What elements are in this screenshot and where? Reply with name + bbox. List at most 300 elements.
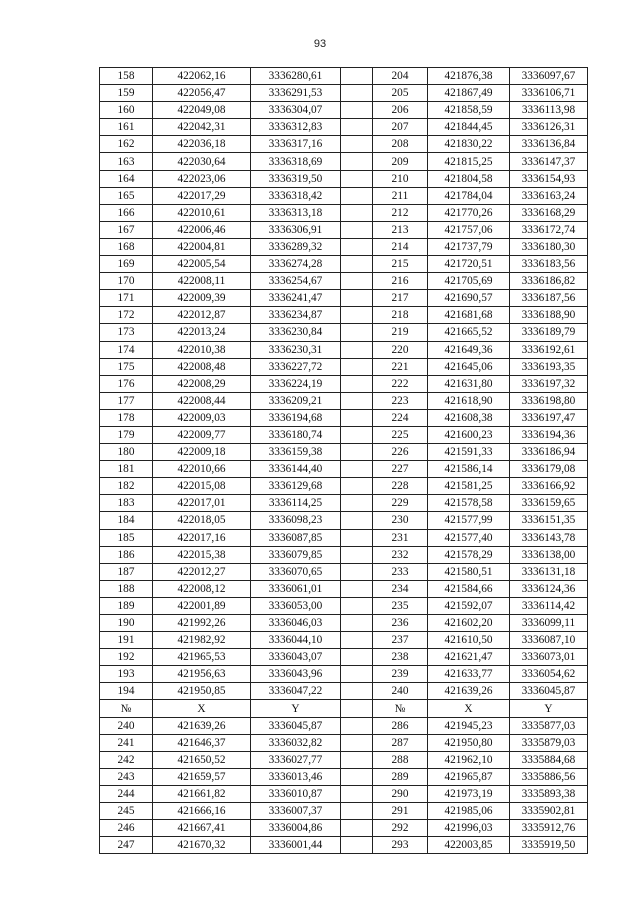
x-coordinate: 421720,51 [428,256,510,273]
point-number: 216 [373,273,428,290]
point-number: 161 [100,119,153,136]
table-row [100,238,588,255]
x-coordinate: 422017,16 [153,529,251,546]
x-coordinate: 421646,37 [153,734,251,751]
y-coordinate: 3335902,81 [510,803,588,820]
point-number: 219 [373,324,428,341]
x-coordinate: 421610,50 [428,632,510,649]
y-coordinate: 3336046,03 [251,615,341,632]
table-row [100,785,588,802]
point-number: 224 [373,409,428,426]
table-row [100,256,588,273]
x-coordinate: 421757,06 [428,221,510,238]
point-number: 162 [100,136,153,153]
point-number: 239 [373,666,428,683]
table-row [100,136,588,153]
point-number: 164 [100,170,153,187]
y-coordinate: 3335886,56 [510,768,588,785]
y-coordinate: 3336318,42 [251,187,341,204]
y-coordinate: 3336194,36 [510,426,588,443]
spacer-cell [341,478,373,495]
x-coordinate: 421992,26 [153,615,251,632]
point-number: 226 [373,444,428,461]
x-coordinate: 421962,10 [428,751,510,768]
x-coordinate: 422015,38 [153,546,251,563]
x-coordinate: 422030,64 [153,153,251,170]
x-coordinate: 422023,06 [153,170,251,187]
x-coordinate: 422017,29 [153,187,251,204]
point-number: 223 [373,392,428,409]
x-coordinate: 421945,23 [428,717,510,734]
point-number: 245 [100,803,153,820]
y-coordinate: 3336126,31 [510,119,588,136]
table-row [100,170,588,187]
point-number: 208 [373,136,428,153]
y-coordinate: 3336159,38 [251,444,341,461]
point-number: 171 [100,290,153,307]
spacer-cell [341,803,373,820]
spacer-cell [341,785,373,802]
y-coordinate: 3336209,21 [251,392,341,409]
point-number: 220 [373,341,428,358]
table-row [100,751,588,768]
y-coordinate: 3336061,01 [251,580,341,597]
point-number: 291 [373,803,428,820]
y-coordinate: 3336131,18 [510,563,588,580]
x-coordinate: 421592,07 [428,597,510,614]
point-number: 213 [373,221,428,238]
x-coordinate: 422003,85 [428,837,510,854]
table-row [100,341,588,358]
x-coordinate: X [153,700,251,717]
x-coordinate: 421670,32 [153,837,251,854]
x-coordinate: 422012,27 [153,563,251,580]
y-coordinate: 3336004,86 [251,820,341,837]
y-coordinate: 3336099,11 [510,615,588,632]
spacer-cell [341,273,373,290]
point-number: 235 [373,597,428,614]
y-coordinate: 3336224,19 [251,375,341,392]
spacer-cell [341,734,373,751]
y-coordinate: 3336313,18 [251,204,341,221]
spacer-cell [341,495,373,512]
point-number: 188 [100,580,153,597]
table-row [100,580,588,597]
x-coordinate: 421602,20 [428,615,510,632]
x-coordinate: 421649,36 [428,341,510,358]
y-coordinate: 3335879,03 [510,734,588,751]
x-coordinate: 421858,59 [428,102,510,119]
spacer-cell [341,700,373,717]
y-coordinate: 3336166,92 [510,478,588,495]
spacer-cell [341,136,373,153]
spacer-cell [341,580,373,597]
point-number: 168 [100,238,153,255]
x-coordinate: 421639,26 [153,717,251,734]
y-coordinate: 3336106,71 [510,85,588,102]
x-coordinate: 421770,26 [428,204,510,221]
point-number: 160 [100,102,153,119]
spacer-cell [341,768,373,785]
spacer-cell [341,324,373,341]
x-coordinate: 422001,89 [153,597,251,614]
x-coordinate: 421659,57 [153,768,251,785]
point-number: 231 [373,529,428,546]
y-coordinate: 3336159,65 [510,495,588,512]
x-coordinate: 422062,16 [153,68,251,85]
point-number: 193 [100,666,153,683]
point-number: 174 [100,341,153,358]
point-number: 238 [373,649,428,666]
y-coordinate: 3336312,83 [251,119,341,136]
spacer-cell [341,85,373,102]
point-number: 180 [100,444,153,461]
point-number: 165 [100,187,153,204]
y-coordinate: 3335877,03 [510,717,588,734]
x-coordinate: 421584,66 [428,580,510,597]
point-number: 190 [100,615,153,632]
point-number: 184 [100,512,153,529]
x-coordinate: 421815,25 [428,153,510,170]
x-coordinate: 421586,14 [428,461,510,478]
x-coordinate: 421621,47 [428,649,510,666]
spacer-cell [341,837,373,854]
spacer-cell [341,238,373,255]
y-coordinate: 3336136,84 [510,136,588,153]
y-coordinate: 3336254,67 [251,273,341,290]
spacer-cell [341,426,373,443]
y-coordinate: 3336291,53 [251,85,341,102]
table-row [100,153,588,170]
y-coordinate: 3336183,56 [510,256,588,273]
point-number: 211 [373,187,428,204]
point-number: 187 [100,563,153,580]
point-number: 204 [373,68,428,85]
y-coordinate: 3336054,62 [510,666,588,683]
point-number: 178 [100,409,153,426]
y-coordinate: 3336318,69 [251,153,341,170]
x-coordinate: 421681,68 [428,307,510,324]
table-row [100,307,588,324]
point-number: 191 [100,632,153,649]
table-row [100,683,588,700]
x-coordinate: 421661,82 [153,785,251,802]
spacer-cell [341,170,373,187]
y-coordinate: 3336198,80 [510,392,588,409]
x-coordinate: 421577,99 [428,512,510,529]
y-coordinate: 3336044,10 [251,632,341,649]
y-coordinate: 3336032,82 [251,734,341,751]
table-row [100,290,588,307]
y-coordinate: 3336227,72 [251,358,341,375]
x-coordinate: 422009,77 [153,426,251,443]
point-number: 207 [373,119,428,136]
point-number: 163 [100,153,153,170]
point-number: 241 [100,734,153,751]
table-row [100,426,588,443]
y-coordinate: 3336168,29 [510,204,588,221]
spacer-cell [341,529,373,546]
table-row [100,461,588,478]
x-coordinate: 421965,53 [153,649,251,666]
y-coordinate: 3336304,07 [251,102,341,119]
point-number: 242 [100,751,153,768]
x-coordinate: 421645,06 [428,358,510,375]
table-row [100,803,588,820]
x-coordinate: 422008,48 [153,358,251,375]
y-coordinate: 3336230,31 [251,341,341,358]
y-coordinate: 3335919,50 [510,837,588,854]
y-coordinate: 3336197,47 [510,409,588,426]
x-coordinate: 422018,05 [153,512,251,529]
x-coordinate: 421577,40 [428,529,510,546]
point-number: 212 [373,204,428,221]
y-coordinate: 3336053,00 [251,597,341,614]
spacer-cell [341,409,373,426]
x-coordinate: 421578,58 [428,495,510,512]
point-number: 217 [373,290,428,307]
point-number: 158 [100,68,153,85]
x-coordinate: 422008,11 [153,273,251,290]
point-number: 173 [100,324,153,341]
point-number: 176 [100,375,153,392]
x-coordinate: 421633,77 [428,666,510,683]
y-coordinate: 3336043,96 [251,666,341,683]
x-coordinate: 422008,44 [153,392,251,409]
point-number: 185 [100,529,153,546]
point-number: 229 [373,495,428,512]
x-coordinate: 422010,66 [153,461,251,478]
point-number: 237 [373,632,428,649]
table-row [100,495,588,512]
table-row [100,204,588,221]
y-coordinate: 3335912,76 [510,820,588,837]
x-coordinate: 421965,87 [428,768,510,785]
y-coordinate: 3336073,01 [510,649,588,666]
y-coordinate: 3336114,42 [510,597,588,614]
x-coordinate: 422009,03 [153,409,251,426]
x-coordinate: 421665,52 [428,324,510,341]
spacer-cell [341,102,373,119]
y-coordinate: 3336113,98 [510,102,588,119]
x-coordinate: 421784,04 [428,187,510,204]
point-number: 233 [373,563,428,580]
x-coordinate: 421737,79 [428,238,510,255]
x-coordinate: 421591,33 [428,444,510,461]
y-coordinate: 3336098,23 [251,512,341,529]
x-coordinate: 421844,45 [428,119,510,136]
point-number: 286 [373,717,428,734]
y-coordinate: 3336013,46 [251,768,341,785]
x-coordinate: 421650,52 [153,751,251,768]
y-coordinate: 3336180,30 [510,238,588,255]
spacer-cell [341,666,373,683]
x-coordinate: 421581,25 [428,478,510,495]
y-coordinate: 3336045,87 [251,717,341,734]
coordinate-table [99,67,588,854]
y-coordinate: 3336188,90 [510,307,588,324]
spacer-cell [341,820,373,837]
y-coordinate: 3336274,28 [251,256,341,273]
y-coordinate: 3336151,35 [510,512,588,529]
table-row [100,102,588,119]
x-coordinate: 422010,61 [153,204,251,221]
y-coordinate: 3336306,91 [251,221,341,238]
y-coordinate: 3336186,82 [510,273,588,290]
spacer-cell [341,461,373,478]
point-number: 182 [100,478,153,495]
x-coordinate: 421600,23 [428,426,510,443]
point-number: 288 [373,751,428,768]
x-coordinate: 421867,49 [428,85,510,102]
spacer-cell [341,649,373,666]
y-coordinate: 3336147,37 [510,153,588,170]
y-coordinate: 3336193,35 [510,358,588,375]
point-number: 218 [373,307,428,324]
y-coordinate: 3336317,16 [251,136,341,153]
point-number: 290 [373,785,428,802]
y-coordinate: 3336234,87 [251,307,341,324]
table-row [100,529,588,546]
spacer-cell [341,341,373,358]
y-coordinate: 3336172,74 [510,221,588,238]
point-number: 169 [100,256,153,273]
table-row [100,649,588,666]
point-number: 236 [373,615,428,632]
point-number: 247 [100,837,153,854]
point-number: 230 [373,512,428,529]
y-coordinate: 3336241,47 [251,290,341,307]
spacer-cell [341,119,373,136]
y-coordinate: 3336194,68 [251,409,341,426]
x-coordinate: 422056,47 [153,85,251,102]
point-number: 189 [100,597,153,614]
x-coordinate: 421631,80 [428,375,510,392]
x-coordinate: 421956,63 [153,666,251,683]
spacer-cell [341,751,373,768]
x-coordinate: 421950,85 [153,683,251,700]
y-coordinate: 3336230,84 [251,324,341,341]
spacer-cell [341,256,373,273]
y-coordinate: 3336114,25 [251,495,341,512]
spacer-cell [341,512,373,529]
point-number: 293 [373,837,428,854]
y-coordinate: 3336027,77 [251,751,341,768]
point-number: 172 [100,307,153,324]
spacer-cell [341,717,373,734]
point-number: 244 [100,785,153,802]
point-number: 209 [373,153,428,170]
y-coordinate: 3336179,08 [510,461,588,478]
point-number: 289 [373,768,428,785]
x-coordinate: 421667,41 [153,820,251,837]
x-coordinate: 422015,08 [153,478,251,495]
point-number: 170 [100,273,153,290]
table-row [100,85,588,102]
point-number: 221 [373,358,428,375]
table-row [100,820,588,837]
table-row [100,597,588,614]
spacer-cell [341,187,373,204]
y-coordinate: 3336045,87 [510,683,588,700]
spacer-cell [341,375,373,392]
y-coordinate: 3336070,65 [251,563,341,580]
y-coordinate: 3336163,24 [510,187,588,204]
table-row [100,666,588,683]
y-coordinate: 3335884,68 [510,751,588,768]
point-number: 227 [373,461,428,478]
spacer-cell [341,221,373,238]
y-coordinate: 3336187,56 [510,290,588,307]
x-coordinate: 421804,58 [428,170,510,187]
x-coordinate: 421996,03 [428,820,510,837]
x-coordinate: 422005,54 [153,256,251,273]
x-coordinate: 422012,87 [153,307,251,324]
table-row [100,768,588,785]
point-number: 215 [373,256,428,273]
y-coordinate: 3335893,38 [510,785,588,802]
table-row [100,512,588,529]
x-coordinate: 422008,29 [153,375,251,392]
point-number: 240 [100,717,153,734]
point-number: 166 [100,204,153,221]
spacer-cell [341,546,373,563]
y-coordinate: 3336079,85 [251,546,341,563]
point-number: 246 [100,820,153,837]
point-number: 177 [100,392,153,409]
point-number: 240 [373,683,428,700]
y-coordinate: 3336097,67 [510,68,588,85]
y-coordinate: 3336007,37 [251,803,341,820]
table-row [100,478,588,495]
coordinate-table-body [100,68,588,854]
y-coordinate: 3336192,61 [510,341,588,358]
point-number: 192 [100,649,153,666]
y-coordinate: 3336154,93 [510,170,588,187]
point-number: 225 [373,426,428,443]
y-coordinate: 3336087,85 [251,529,341,546]
x-coordinate: 422009,18 [153,444,251,461]
table-row [100,392,588,409]
x-coordinate: 421618,90 [428,392,510,409]
table-row [100,68,588,85]
point-number: 234 [373,580,428,597]
point-number: 232 [373,546,428,563]
point-number: 292 [373,820,428,837]
table-row [100,717,588,734]
x-coordinate: 421950,80 [428,734,510,751]
x-coordinate: 422008,12 [153,580,251,597]
y-coordinate: 3336289,32 [251,238,341,255]
point-number: 159 [100,85,153,102]
table-row [100,734,588,751]
table-row [100,615,588,632]
x-coordinate: 421690,57 [428,290,510,307]
point-number: 167 [100,221,153,238]
y-coordinate: 3336138,00 [510,546,588,563]
point-number: 243 [100,768,153,785]
spacer-cell [341,358,373,375]
spacer-cell [341,290,373,307]
table-row [100,409,588,426]
page-number: 93 [313,38,327,50]
point-number: 228 [373,478,428,495]
y-coordinate: 3336180,74 [251,426,341,443]
spacer-cell [341,204,373,221]
point-number: 194 [100,683,153,700]
spacer-cell [341,307,373,324]
y-coordinate: 3336280,61 [251,68,341,85]
